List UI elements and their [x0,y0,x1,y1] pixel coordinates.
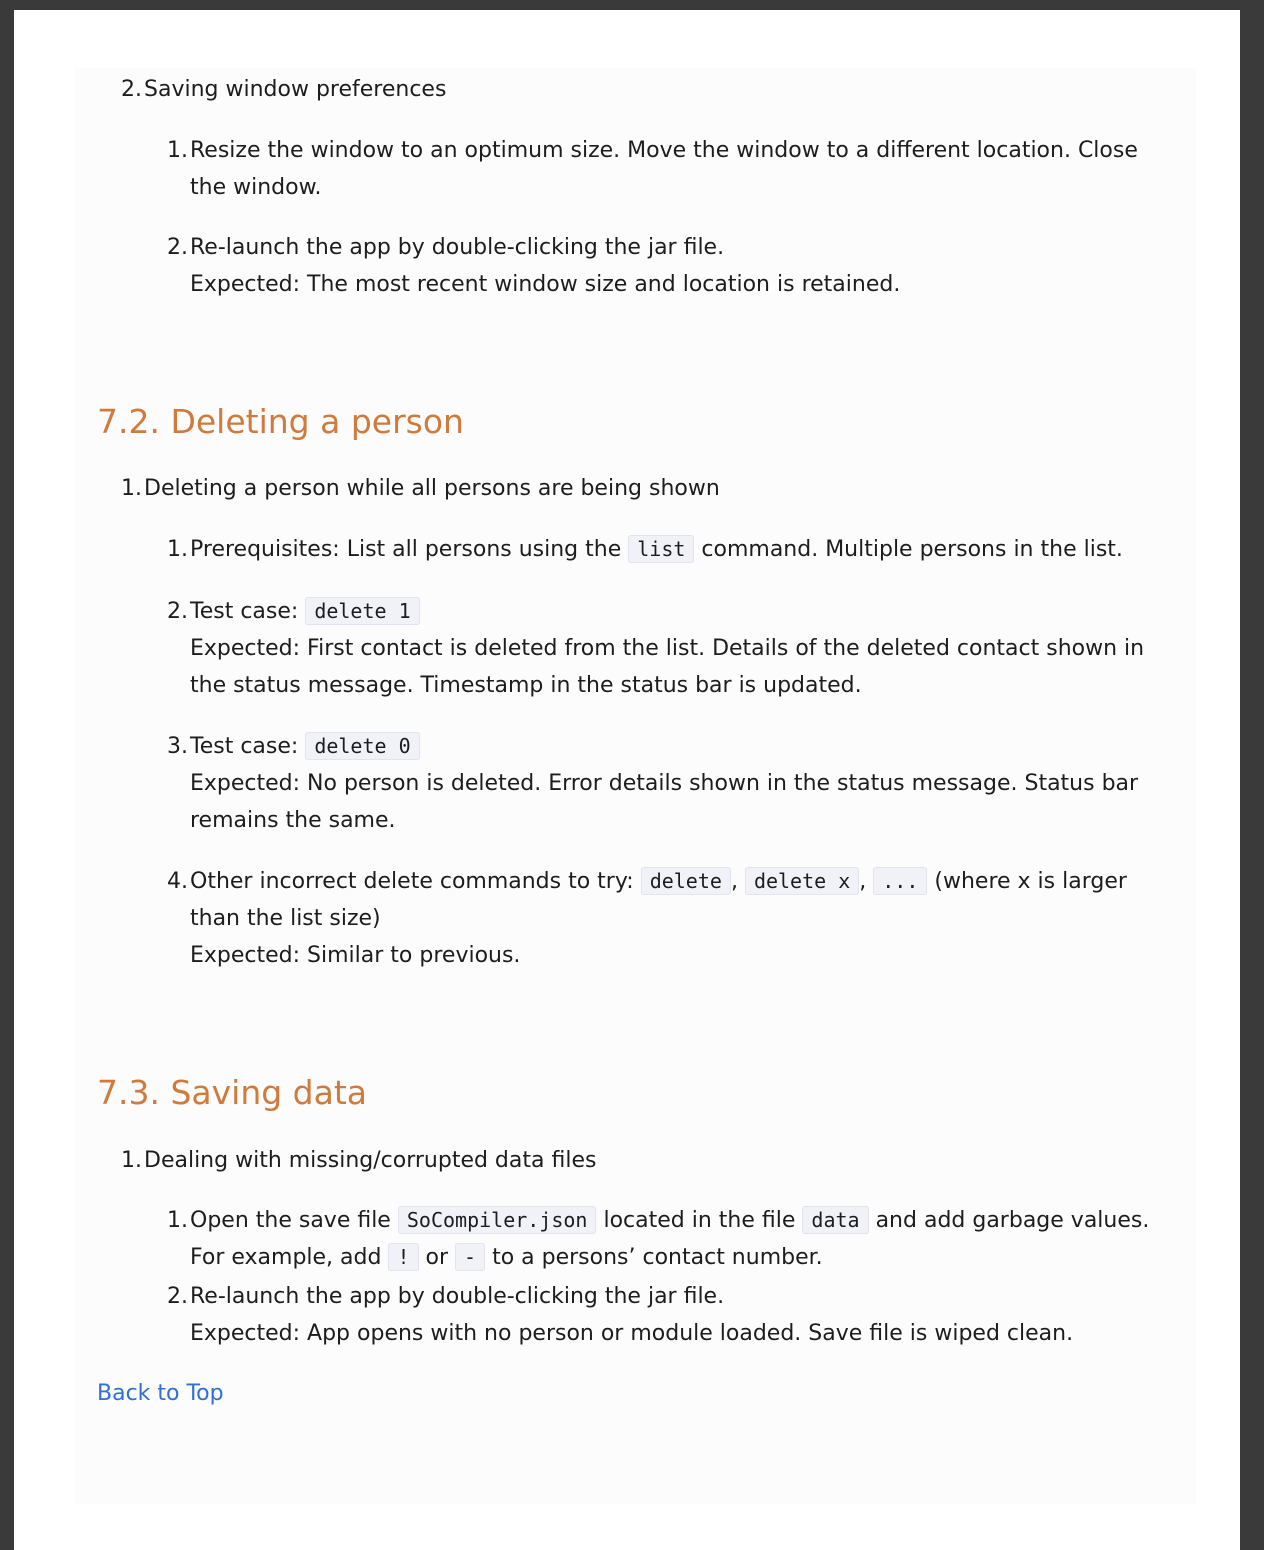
step-number: 4. [167,869,188,894]
step-number: 1. [167,1208,188,1233]
step-number: 2. [167,235,188,260]
step-resize-window [167,132,1138,206]
code-ellipsis: ... [873,867,927,895]
code-delete-0: delete 0 [305,732,419,760]
step-expected: remains the same. [190,808,396,833]
step-text: or [425,1245,449,1270]
step-text: Resize the window to an optimum size. Move the window to a different location. Close [190,138,1138,163]
list-item-label: Dealing with missing/corrupted data files [144,1148,597,1173]
step-test-case-delete-0 [167,728,1139,839]
code-delete: delete [641,867,731,895]
step-text: Prerequisites: List all persons using the [190,537,622,562]
code-delete-x: delete x [745,867,859,895]
step-text: Re-launch the app by double-clicking the jar file. [190,235,725,260]
list-item-label: Saving window preferences [144,77,447,102]
step-other-incorrect-commands [167,863,1127,974]
list-number: 2. [121,77,142,102]
list-item-label: Deleting a person while all persons are being shown [144,476,720,501]
step-text: Other incorrect delete commands to try: [190,869,634,894]
step-number: 3. [167,734,188,759]
list-item-deleting-while-shown [121,470,720,507]
step-number: 2. [167,1284,188,1309]
step-test-case-delete-1 [167,593,1145,704]
step-relaunch-app [167,229,901,303]
section-heading-deleting-a-person: 7.2. Deleting a person [97,402,464,441]
code-exclamation: ! [388,1243,418,1271]
step-text: and add garbage values. [875,1208,1150,1233]
step-expected: Expected: Similar to previous. [190,943,521,968]
step-text: command. Multiple persons in the list. [701,537,1123,562]
list-item-saving-window-preferences [121,71,447,108]
step-expected: Expected: First contact is deleted from the list. Details of the deleted contact shown in [190,636,1145,661]
step-text: For example, add [190,1245,382,1270]
step-text: to a persons’ contact number. [492,1245,823,1270]
step-expected: Expected: No person is deleted. Error details shown in the status message. Status bar [190,771,1139,796]
step-text: located in the file [603,1208,796,1233]
step-text: Open the save file [190,1208,391,1233]
step-prerequisites [167,531,1123,568]
separator: , [730,869,738,894]
step-text: the window. [190,175,322,200]
step-number: 2. [167,599,188,624]
code-list: list [628,535,694,563]
step-number: 1. [167,138,188,163]
step-number: 1. [167,537,188,562]
step-expected: Expected: App opens with no person or module loaded. Save file is wiped clean. [190,1321,1074,1346]
list-number: 1. [121,476,142,501]
list-item-missing-corrupted-files [121,1142,597,1179]
step-open-save-file [167,1202,1150,1276]
step-text: Test case: [190,734,299,759]
step-text: Test case: [190,599,299,624]
code-socompiler-json: SoCompiler.json [398,1206,597,1234]
code-dash: - [455,1243,485,1271]
code-delete-1: delete 1 [305,597,419,625]
step-relaunch-app-save [167,1278,1074,1352]
step-expected: Expected: The most recent window size and location is retained. [190,272,901,297]
back-to-top-link[interactable]: Back to Top [97,1381,224,1406]
list-number: 1. [121,1148,142,1173]
separator: , [859,869,867,894]
step-text: (where x is larger [934,869,1127,894]
section-heading-saving-data: 7.3. Saving data [97,1073,368,1112]
step-expected: the status message. Timestamp in the status bar is updated. [190,673,862,698]
step-text: than the list size) [190,906,381,931]
code-data: data [802,1206,868,1234]
step-text: Re-launch the app by double-clicking the jar file. [190,1284,725,1309]
